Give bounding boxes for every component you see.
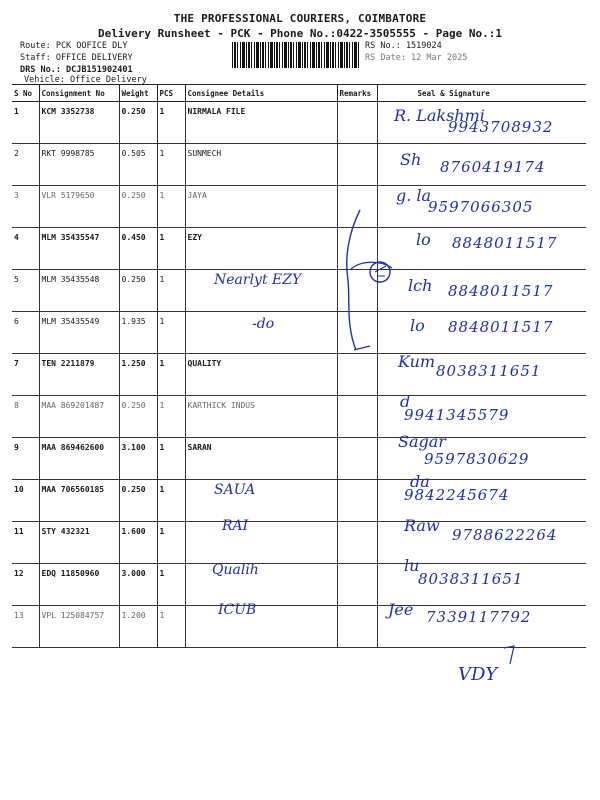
- handwritten-phone: 7339117792: [426, 608, 532, 626]
- pcs-cell: 1: [157, 396, 185, 438]
- consignment-cell: MAA 869201487: [39, 396, 119, 438]
- rs-number: RS No.: 1519024: [365, 41, 442, 51]
- sno-cell: 10: [12, 480, 39, 522]
- consignee-cell: SUNMECH: [185, 144, 337, 186]
- handwritten-phone: 8848011517: [452, 234, 558, 252]
- col-signature: Seal & Signature: [377, 85, 586, 102]
- pcs-cell: 1: [157, 522, 185, 564]
- handwritten-signature: Kum: [398, 352, 436, 371]
- consignment-cell: RKT 9998785: [39, 144, 119, 186]
- weight-cell: 0.250: [119, 480, 157, 522]
- remarks-cell: [337, 606, 377, 648]
- tick-mark-icon: [500, 644, 520, 668]
- handwritten-signature: lo: [416, 230, 431, 249]
- weight-cell: 0.450: [119, 228, 157, 270]
- rs-date: RS Date: 12 Mar 2025: [365, 53, 468, 63]
- weight-cell: 1.600: [119, 522, 157, 564]
- handwritten-signature: lo: [410, 316, 425, 335]
- weight-cell: 3.100: [119, 438, 157, 480]
- handwritten-phone: 8848011517: [448, 282, 554, 300]
- consignment-cell: STY 432321: [39, 522, 119, 564]
- table-header-row: [12, 85, 586, 102]
- route-label: Route: PCK OOFICE DLY: [20, 41, 128, 51]
- remarks-cell: [337, 396, 377, 438]
- pcs-cell: 1: [157, 144, 185, 186]
- weight-cell: 0.250: [119, 270, 157, 312]
- consignment-cell: EDQ 11850960: [39, 564, 119, 606]
- handwritten-note: Nearlyt EZY: [214, 272, 302, 288]
- handwritten-phone: 8038311651: [418, 570, 524, 588]
- staff-label: Staff: OFFICE DELIVERY: [20, 53, 133, 63]
- consignment-cell: KCM 3352738: [39, 102, 119, 144]
- consignee-cell: EZY: [185, 228, 337, 270]
- weight-cell: 0.505: [119, 144, 157, 186]
- sno-cell: 3: [12, 186, 39, 228]
- weight-cell: 0.250: [119, 186, 157, 228]
- pcs-cell: 1: [157, 270, 185, 312]
- consignment-cell: VLR 5179650: [39, 186, 119, 228]
- handwritten-signature: Jee: [388, 600, 414, 619]
- sno-cell: 1: [12, 102, 39, 144]
- consignee-cell: NIRMALA FILE: [185, 102, 337, 144]
- consignee-cell: QUALITY: [185, 354, 337, 396]
- consignee-cell: KARTHICK INDUS: [185, 396, 337, 438]
- sno-cell: 7: [12, 354, 39, 396]
- remarks-cell: [337, 480, 377, 522]
- consignee-cell: SARAN: [185, 438, 337, 480]
- handwritten-phone: 8848011517: [448, 318, 554, 336]
- pcs-cell: 1: [157, 480, 185, 522]
- handwritten-signature: R. Lakshmi: [394, 106, 485, 125]
- remarks-cell: [337, 102, 377, 144]
- sno-cell: 11: [12, 522, 39, 564]
- handwritten-phone: 9597066305: [428, 198, 534, 216]
- col-weight: Weight: [119, 85, 157, 102]
- vehicle-label: Vehicle: Office Delivery: [24, 75, 147, 85]
- pcs-cell: 1: [157, 354, 185, 396]
- handwritten-signature: d: [400, 392, 411, 411]
- sno-cell: 9: [12, 438, 39, 480]
- pcs-cell: 1: [157, 438, 185, 480]
- remarks-cell: [337, 438, 377, 480]
- pcs-cell: 1: [157, 186, 185, 228]
- sno-cell: 2: [12, 144, 39, 186]
- sno-cell: 8: [12, 396, 39, 438]
- barcode: [232, 42, 360, 68]
- weight-cell: 1.200: [119, 606, 157, 648]
- handwritten-signature: Sh: [400, 150, 422, 169]
- consignee-cell: [185, 606, 337, 648]
- consignment-cell: MAA 869462600: [39, 438, 119, 480]
- consignment-cell: TEN 2211879: [39, 354, 119, 396]
- remarks-cell: [337, 564, 377, 606]
- col-consignee: Consignee Details: [185, 85, 337, 102]
- sno-cell: 5: [12, 270, 39, 312]
- weight-cell: 3.000: [119, 564, 157, 606]
- handwritten-signature: da: [410, 472, 430, 491]
- consignment-cell: MLM 35435548: [39, 270, 119, 312]
- col-consignment: Consignment No: [39, 85, 119, 102]
- handwritten-signature: Raw: [404, 516, 440, 535]
- sno-cell: 13: [12, 606, 39, 648]
- handwritten-phone: 8760419174: [440, 158, 546, 176]
- pcs-cell: 1: [157, 564, 185, 606]
- handwritten-note: RAI: [222, 518, 249, 534]
- pcs-cell: 1: [157, 228, 185, 270]
- sno-cell: 12: [12, 564, 39, 606]
- bracket-icon: [330, 200, 410, 360]
- consignee-cell: [185, 480, 337, 522]
- consignment-cell: MLM 35435547: [39, 228, 119, 270]
- handwritten-note: -do: [252, 316, 275, 332]
- weight-cell: 0.250: [119, 102, 157, 144]
- drs-number: DRS No.: DCJB151902401: [20, 65, 133, 75]
- handwritten-signature: lu: [404, 556, 420, 575]
- consignee-cell: [185, 564, 337, 606]
- remarks-cell: [337, 522, 377, 564]
- handwritten-signature: lch: [408, 276, 433, 295]
- handwritten-phone: 9941345579: [404, 406, 510, 424]
- handwritten-note: SAUA: [214, 482, 256, 498]
- handwritten-initials: VDY: [458, 664, 498, 685]
- handwritten-phone: 8038311651: [436, 362, 542, 380]
- consignment-cell: MAA 706560185: [39, 480, 119, 522]
- consignee-cell: JAYA: [185, 186, 337, 228]
- pcs-cell: 1: [157, 606, 185, 648]
- handwritten-note: Qualih: [212, 562, 259, 578]
- handwritten-phone: 9842245674: [404, 486, 510, 504]
- handwritten-phone: 9943708932: [448, 118, 554, 136]
- pcs-cell: 1: [157, 312, 185, 354]
- col-sno: S No: [12, 85, 39, 102]
- col-pcs: PCS: [157, 85, 185, 102]
- handwritten-note: ICUB: [218, 602, 257, 618]
- sno-cell: 4: [12, 228, 39, 270]
- consignment-cell: MLM 35435549: [39, 312, 119, 354]
- handwritten-phone: 9788622264: [452, 526, 558, 544]
- sno-cell: 6: [12, 312, 39, 354]
- handwritten-signature: Sagar: [398, 432, 446, 451]
- weight-cell: 0.250: [119, 396, 157, 438]
- handwritten-phone: 9597830629: [424, 450, 530, 468]
- consignee-cell: [185, 522, 337, 564]
- col-remarks: Remarks: [337, 85, 377, 102]
- remarks-cell: [337, 144, 377, 186]
- handwritten-signature: g. la: [396, 186, 432, 205]
- pcs-cell: 1: [157, 102, 185, 144]
- runsheet-title: Delivery Runsheet - PCK - Phone No.:0422-3505555 - Page No.:1: [98, 27, 502, 40]
- weight-cell: 1.250: [119, 354, 157, 396]
- consignment-cell: VPL 125084757: [39, 606, 119, 648]
- weight-cell: 1.935: [119, 312, 157, 354]
- company-name: THE PROFESSIONAL COURIERS, COIMBATORE: [173, 12, 427, 25]
